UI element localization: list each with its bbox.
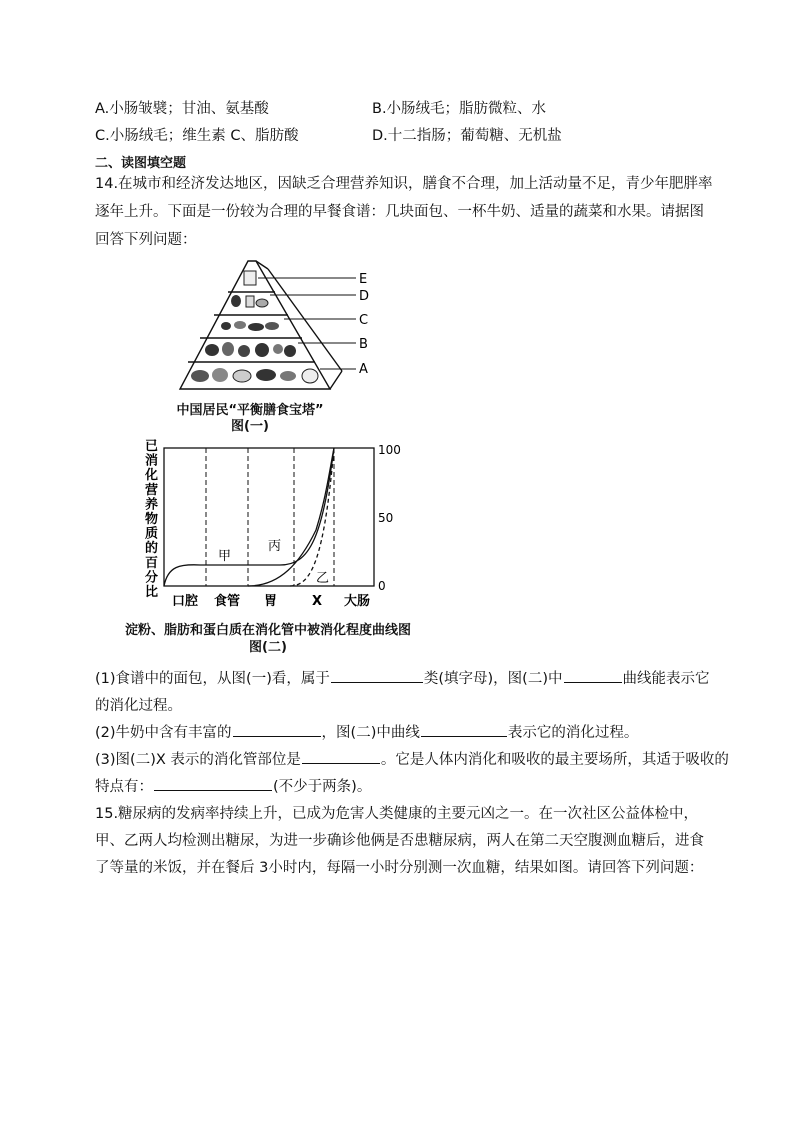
q15-line2: 甲、乙两人均检测出糖尿，为进一步确诊他俩是否患糖尿病，两人在第二天空腹测血糖后，进食 (95, 833, 704, 849)
figure1-label: 图(一) (231, 419, 269, 434)
ylabel-char: 的 (145, 541, 159, 557)
answer-blank-4[interactable] (421, 722, 507, 737)
figure2-label: 图(二) (249, 640, 287, 655)
ylabel-char: 消 (145, 453, 159, 469)
digestion-chart (140, 438, 410, 614)
ylabel-char: 营 (145, 482, 159, 498)
ylabel-char: 化 (145, 468, 159, 484)
series-label-yi: 乙 (316, 571, 330, 586)
q14-part3-cont: 特点有： (不少于两条)。 (95, 775, 371, 796)
q14-line2: 逐年上升。下面是一份较为合理的早餐食谱：几块面包、一杯牛奶、适量的蔬菜和水果。请据图 (95, 204, 704, 220)
q14-part1: (1)食谱中的面包，从图(一)看，属于 类(填字母)，图(二)中 曲线能表示它 (95, 667, 710, 688)
xtick-stomach: 胃 (264, 594, 278, 609)
ylabel-char: 百 (145, 555, 159, 571)
q14-part1-cont: 的消化过程。 (95, 698, 182, 714)
option-b: B.小肠绒毛；脂肪微粒、水 (372, 101, 547, 117)
answer-blank-6[interactable] (154, 776, 272, 791)
curve-jia (164, 448, 334, 586)
pyramid-label-e: E (359, 272, 368, 287)
ylabel-char: 已 (145, 439, 159, 454)
q15-line3: 了等量的米饭，并在餐后 3小时内，每隔一小时分别测一次血糖，结果如图。请回答下列问题： (95, 860, 704, 876)
pyramid-label-a: A (359, 362, 368, 377)
figure1-caption: 中国居民“平衡膳食宝塔” (176, 403, 324, 418)
figure2-caption: 淀粉、脂肪和蛋白质在消化管中被消化程度曲线图 (124, 623, 411, 638)
q14-part3: (3)图(二)X 表示的消化管部位是 。它是人体内消化和吸收的最主要场所，其适于吸收的 (95, 748, 729, 769)
answer-blank-1[interactable] (331, 668, 423, 683)
option-d: D.十二指肠；葡萄糖、无机盐 (372, 128, 562, 144)
ytick-50: 50 (378, 511, 394, 525)
ylabel-char: 分 (145, 570, 159, 586)
q14-line1: 14.在城市和经济发达地区，因缺乏合理营养知识，膳食不合理，加上活动量不足，青少年肥胖率 (95, 176, 713, 192)
answer-blank-3[interactable] (233, 722, 321, 737)
pyramid-label-b: B (359, 337, 368, 352)
section-title: 二、读图填空题 (95, 156, 187, 171)
option-a: A.小肠皱襞；甘油、氨基酸 (95, 101, 269, 117)
q15-line1: 15.糖尿病的发病率持续上升，已成为危害人类健康的主要元凶之一。在一次社区公益体检中， (95, 806, 699, 822)
ytick-0: 0 (378, 579, 386, 593)
answer-blank-2[interactable] (564, 668, 622, 683)
q14-line3: 回答下列问题： (95, 232, 197, 248)
answer-blank-5[interactable] (302, 749, 380, 764)
xtick-x: X (312, 594, 323, 609)
ytick-100: 100 (378, 443, 401, 457)
ylabel-char: 比 (145, 585, 159, 600)
ylabel-char: 养 (145, 497, 159, 513)
curve-yi (290, 448, 334, 586)
xtick-mouth: 口腔 (172, 594, 199, 609)
pyramid-label-c: C (359, 313, 369, 328)
xtick-large-intestine: 大肠 (344, 594, 371, 609)
q14-part2: (2)牛奶中含有丰富的 ，图(二)中曲线 表示它的消化过程。 (95, 721, 638, 742)
pyramid-label-d: D (359, 289, 370, 304)
option-c: C.小肠绒毛；维生素 C、脂肪酸 (95, 128, 299, 144)
ylabel-char: 质 (145, 526, 159, 542)
food-pyramid (170, 255, 380, 395)
series-label-jia: 甲 (218, 549, 232, 564)
xtick-esophagus: 食管 (214, 594, 241, 609)
ylabel-char: 物 (145, 512, 159, 527)
series-label-bing: 丙 (268, 539, 282, 554)
